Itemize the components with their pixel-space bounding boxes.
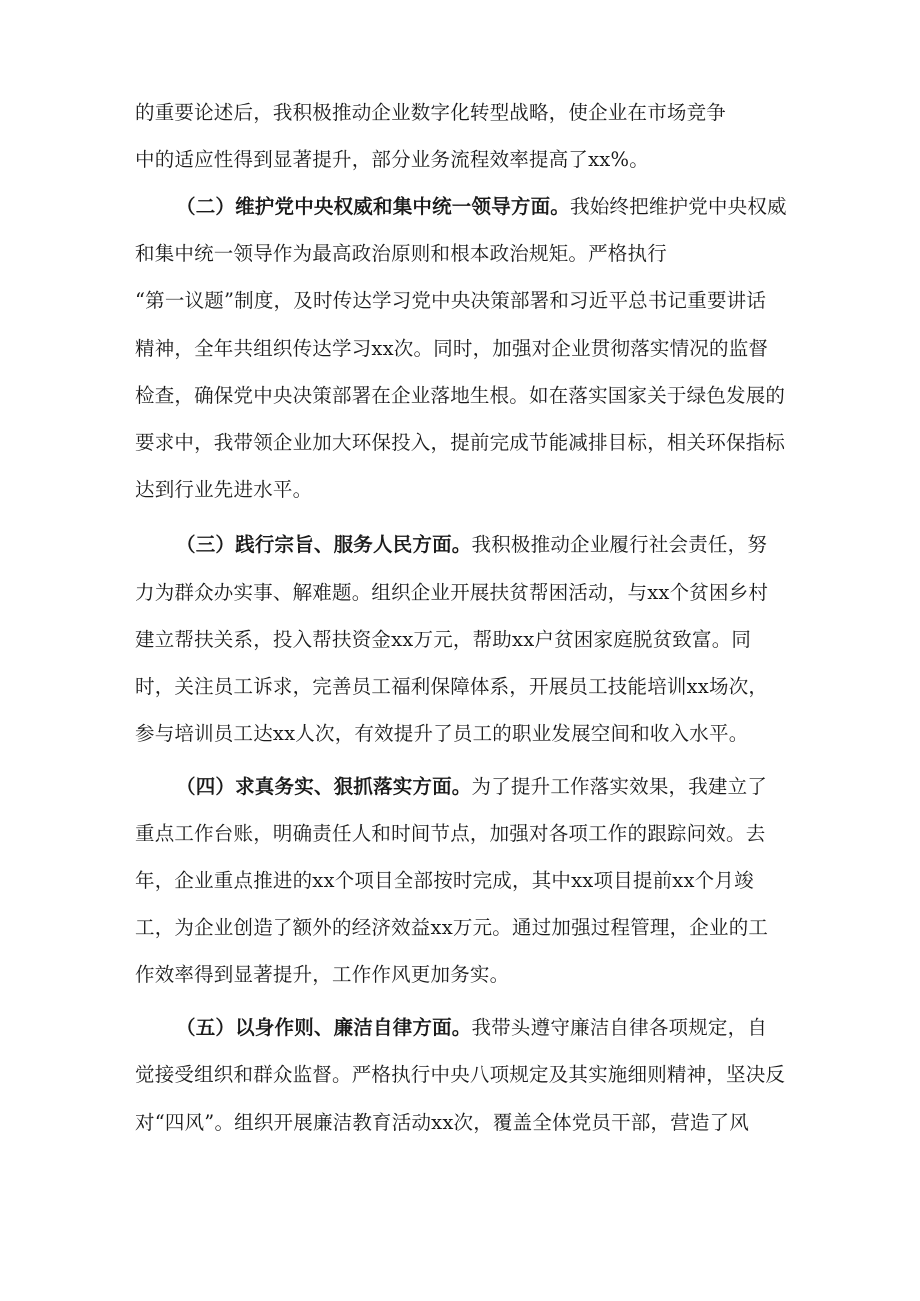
body-text-line: 参与培训员工达xx人次，有效提升了员工的职业发展空间和收入水平。 <box>135 722 749 745</box>
body-text-line: 中的适应性得到显著提升，部分业务流程效率提高了xx%。 <box>135 148 649 171</box>
body-text-line: 作效率得到显著提升，工作作风更加务实。 <box>135 963 510 986</box>
section-5-paragraph-start <box>176 1013 767 1043</box>
section-3-heading: （三）践行宗旨、服务人民方面。 <box>176 533 472 556</box>
body-text-line: 要求中，我带领企业加大环保投入，提前完成节能减排目标，相关环保指标 <box>135 431 786 454</box>
body-text-line: 时，关注员工诉求，完善员工福利保障体系，开展员工技能培训xx场次， <box>135 675 769 698</box>
body-text-line: 精神，全年共组织传达学习xx次。同时，加强对企业贯彻落实情况的监督 <box>135 337 769 360</box>
section-4-paragraph-start <box>176 772 767 802</box>
section-4-text: 为了提升工作落实效果，我建立了 <box>471 775 768 798</box>
body-text-line: 觉接受组织和群众监督。严格执行中央八项规定及其实施细则精神，坚决反 <box>135 1063 786 1086</box>
section-2-heading: （二）维护党中央权威和集中统一领导方面。 <box>176 195 571 218</box>
section-5-text: 我带头遵守廉洁自律各项规定，自 <box>471 1016 768 1039</box>
section-5-heading: （五）以身作则、廉洁自律方面。 <box>176 1016 472 1039</box>
body-text-line: 对“四风”。组织开展廉洁教育活动xx次，覆盖全体党员干部，营造了风 <box>135 1111 750 1134</box>
body-text-line: 建立帮扶关系，投入帮扶资金xx万元，帮助xx户贫困家庭脱贫致富。同 <box>135 628 752 651</box>
body-text-line: 达到行业先进水平。 <box>135 478 313 501</box>
body-text-line: 力为群众办实事、解难题。组织企业开展扶贫帮困活动，与xx个贫困乡村 <box>135 581 769 604</box>
section-4-heading: （四）求真务实、狠抓落实方面。 <box>176 775 472 798</box>
body-text-line: 工，为企业创造了额外的经济效益xx万元。通过加强过程管理，企业的工 <box>135 916 769 939</box>
section-3-text: 我积极推动企业履行社会责任，努 <box>471 533 768 556</box>
body-text-line: 重点工作台账，明确责任人和时间节点，加强对各项工作的跟踪问效。去 <box>135 822 766 845</box>
section-2-paragraph-start <box>176 192 787 222</box>
body-text-line: 检查，确保党中央决策部署在企业落地生根。如在落实国家关于绿色发展的 <box>135 384 786 407</box>
section-2-text: 我始终把维护党中央权威 <box>570 195 787 218</box>
body-text-line: 的重要论述后，我积极推动企业数字化转型战略，使企业在市场竞争 <box>135 101 727 124</box>
body-text-line: 年，企业重点推进的xx个项目全部按时完成，其中xx项目提前xx个月竣 <box>135 869 754 892</box>
body-text-line: “第一议题”制度，及时传达学习党中央决策部署和习近平总书记重要讲话 <box>135 289 767 312</box>
body-text-line: 和集中统一领导作为最高政治原则和根本政治规矩。严格执行 <box>135 242 667 265</box>
section-3-paragraph-start <box>176 530 767 560</box>
